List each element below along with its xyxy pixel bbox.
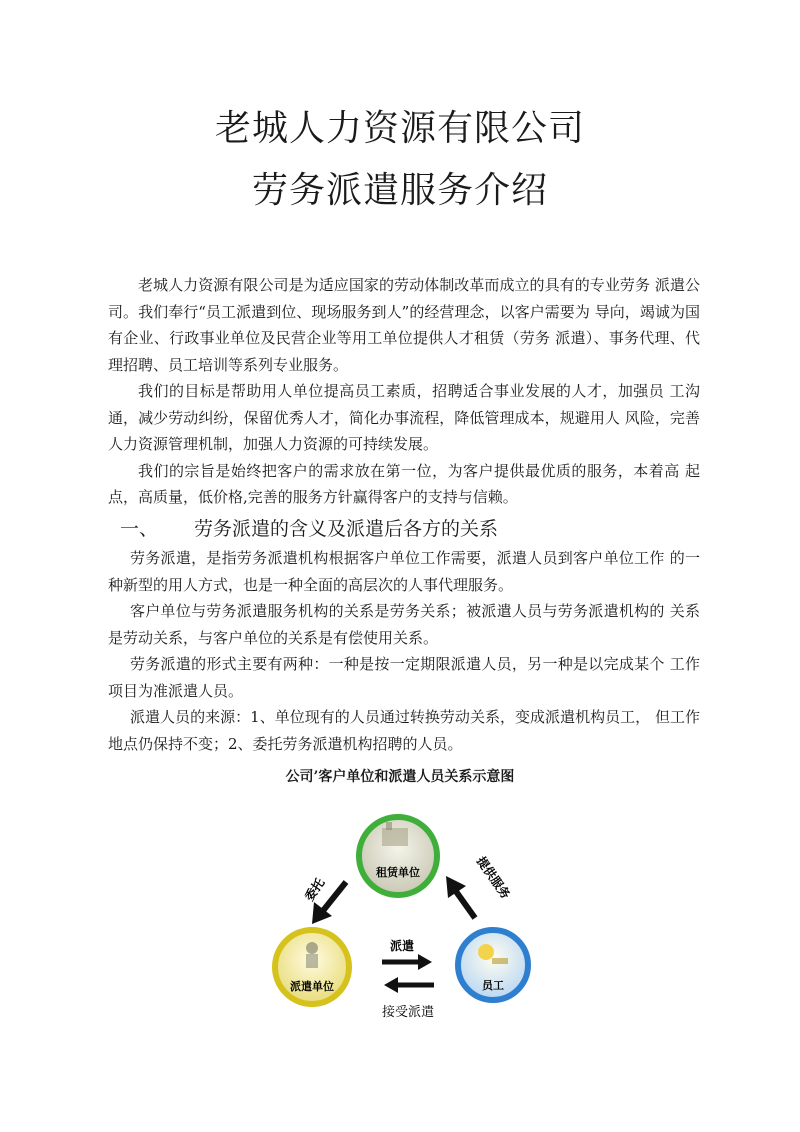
node-label-top: 租赁单位	[376, 866, 420, 879]
arrow-accept-dispatch	[382, 977, 434, 1020]
intro-paragraph: 老城人力资源有限公司是为适应国家的劳动体制改革而成立的具有的专业劳务 派遣公司。我们奉行“员工派遣到位、现场服务到人”的经营理念，以客户需要为 导向，竭诚为国有企业、行政事业单位及民营企业等用工单位提供人才租赁（劳务 派遣）、事务代理、代理招聘、员工培训等系列专业服务。	[108, 276, 700, 374]
arrow-label-dispatch: 派遣	[389, 939, 415, 953]
node-dispatch-unit	[275, 930, 349, 1004]
section-paragraph: 劳务派遣的形式主要有两种：一种是按一定期限派遣人员，另一种是以完成某个 工作项目为准派遣人员。	[108, 655, 700, 700]
node-leasing-unit	[359, 817, 437, 895]
company-title: 老城人力资源有限公司	[214, 108, 585, 149]
section-heading-text: 劳务派遣的含义及派遣后各方的关系	[194, 518, 499, 540]
intro-paragraph: 我们的目标是帮助用人单位提高员工素质，招聘适合事业发展的人才，加强员 工沟通，减少劳动纠纷，保留优秀人才，简化办事流程，降低管理成本，规避用人 风险，完善人力资源管理机制，加强人力资源的可持续发展。	[108, 382, 700, 453]
section-heading	[108, 514, 498, 541]
arrow-label-provide-service: 提供服务	[473, 854, 513, 902]
intro-paragraph: 我们的宗旨是始终把客户的需求放在第一位，为客户提供最优质的服务，本着高 起点，高质量，低价格,完善的服务方针赢得客户的支持与信赖。	[108, 461, 700, 506]
arrow-label-accept-dispatch: 接受派遣	[381, 1005, 435, 1020]
section-body	[108, 545, 700, 757]
diagram-caption: 公司’客户单位和派遣人员关系示意图	[285, 769, 515, 785]
intro-section	[108, 272, 700, 511]
section-number: 一、	[120, 518, 159, 540]
section-paragraph: 客户单位与劳务派遣服务机构的关系是劳务关系；被派遣人员与劳务派遣机构的 关系是劳动关系，与客户单位的关系是有偿使用关系。	[108, 602, 700, 647]
node-label-left: 派遣单位	[290, 980, 334, 993]
section-paragraph: 劳务派遣，是指劳务派遣机构根据客户单位工作需要，派遣人员到客户单位工作 的一种新型的用人方式，也是一种全面的高层次的人事代理服务。	[108, 549, 700, 594]
arrow-provide-service	[446, 853, 514, 918]
arrow-entrust	[301, 875, 346, 924]
arrow-label-entrust: 委托	[302, 875, 328, 904]
node-label-right: 员工	[482, 979, 504, 992]
page-title: 劳务派遣服务介绍	[251, 170, 548, 211]
arrow-dispatch	[382, 938, 432, 970]
section-paragraph: 派遣人员的来源：1、单位现有的人员通过转换劳动关系，变成派遣机构员工， 但工作地点仍保持不变；2、委托劳务派遣机构招聘的人员。	[108, 708, 700, 753]
node-employee	[458, 930, 528, 1000]
relationship-diagram	[0, 800, 800, 1030]
